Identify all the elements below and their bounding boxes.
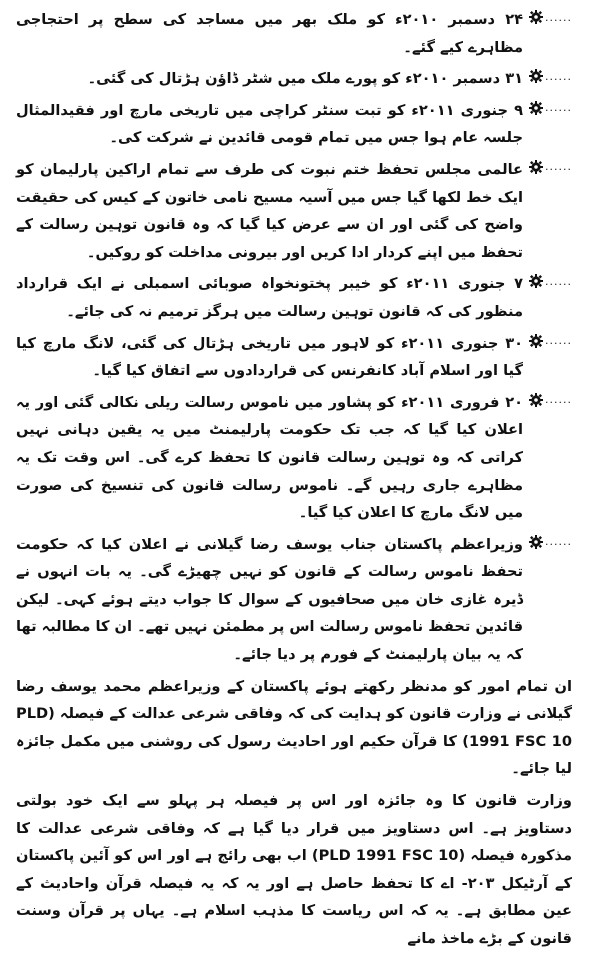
gear-icon — [529, 334, 543, 348]
gear-icon — [529, 69, 543, 83]
body-paragraph: وزارت قانون کا وہ جائزہ اور اس پر فیصلہ ہر پہلو سے ایک خود بولتی دستاویز ہے۔ اس دستاویز میں قرار دیا گیا ہے کہ وفاقی شرعی عدالت کا مذکورہ فیصلہ (PLD 1991 FSC 10) اب بھی رائج ہے اور اس کو آئین پاکستان کے آرٹیکل ۲۰۳- اے کا تحفظ حاصل ہے اور یہ کہ یہ فیصلہ قرآن واحادیث کے عین مطابق ہے۔ یہ کہ اس ریاست کا مذہب اسلام ہے۔ یہاں پر قرآن وسنت قانون کے بڑے ماخذ مانے — [16, 792, 573, 947]
bullet-dots: ...... — [545, 69, 572, 83]
gear-icon — [529, 160, 543, 174]
list-item — [16, 389, 572, 527]
gear-icon — [529, 535, 543, 549]
bullet-marker — [529, 330, 572, 348]
bullet-dots: ...... — [545, 535, 572, 549]
bullet-marker — [529, 389, 572, 407]
list-item — [16, 330, 572, 385]
list-item — [16, 65, 572, 93]
bullet-marker — [529, 531, 572, 549]
list-item-text: عالمی مجلس تحفظ ختم نبوت کی طرف سے تمام اراکین پارلیمان کو ایک خط لکھا گیا جس میں آسیہ مسیح نامی خاتون کے کیس کی حقیقت واضح کی گئی اور ان سے عرض کیا گیا کہ وہ قانون توہین رسالت کے تحفظ میں اپنے کردار ادا کریں اور بیرونی مداخلت کو روکیں۔ — [16, 160, 524, 261]
list-item — [16, 270, 572, 325]
list-item-text: ۲۰ فروری ۲۰۱۱ء کو پشاور میں ناموس رسالت ریلی نکالی گئی اور یہ اعلان کیا گیا کہ جب تک حکومت پارلیمنٹ میں یہ یقین دہانی نہیں کراتی کہ وہ توہین رسالت قانون کا تحفظ کرے گی۔ اس وقت تک یہ مظاہرے جاری رہیں گے۔ ناموس رسالت قانون کی تنسیخ کی صورت میں لانگ مارچ کا اعلان کیا گیا۔ — [16, 393, 524, 522]
bullet-marker — [529, 156, 572, 174]
bullet-dots: ...... — [545, 334, 572, 348]
bullet-dots: ...... — [545, 274, 572, 288]
bullet-dots: ...... — [545, 10, 572, 24]
list-item — [16, 97, 572, 152]
bullet-dots: ...... — [545, 101, 572, 115]
bullet-marker — [529, 65, 572, 83]
body-paragraph: ان تمام امور کو مدنظر رکھتے ہوئے پاکستان کے وزیراعظم محمد یوسف رضا گیلانی نے وزارت قانون کو ہدایت کی کہ وفاقی شرعی عدالت کے فیصلہ (PLD 1991 FSC 10) کا قرآن حکیم اور احادیث رسول کی روشنی میں مکمل جائزہ لیا جائے۔ — [16, 677, 572, 778]
gear-icon — [529, 101, 543, 115]
bullet-marker — [529, 6, 572, 24]
list-item-text: وزیراعظم پاکستان جناب یوسف رضا گیلانی نے اعلان کیا کہ حکومت تحفظ ناموس رسالت کے قانون کو نہیں چھیڑے گی۔ یہ بات انہوں نے ڈیرہ غازی خان میں صحافیوں کے سوال کا جواب دیتے ہوئے کہی۔ لیکن قائدین تحفظ ناموس رسالت اس پر مطمئن نہیں تھے۔ ان کا مطالبہ تھا کہ یہ بیان پارلیمنٹ کے فورم پر دیا جائے۔ — [16, 535, 524, 664]
gear-icon — [529, 274, 543, 288]
bullet-marker — [529, 97, 572, 115]
list-item-text: ۳۰ جنوری ۲۰۱۱ء کو لاہور میں تاریخی ہڑتال کی گئی، لانگ مارچ کیا گیا اور اسلام آباد کانفرنس کی قراردادوں سے اتفاق کیا گیا۔ — [16, 334, 524, 380]
list-item-text: ۷ جنوری ۲۰۱۱ء کو خیبر پختونخواہ صوبائی اسمبلی نے ایک قرارداد منظور کی کہ قانون توہین رسالت میں ہرگز ترمیم نہ کی جائے۔ — [16, 275, 524, 320]
list-item-text: ۳۱ دسمبر ۲۰۱۰ء کو پورے ملک میں شٹر ڈاؤن ہڑتال کی گئی۔ — [87, 70, 524, 88]
list-item — [16, 156, 572, 266]
list-item-text: ۹ جنوری ۲۰۱۱ء کو تبت سنٹر کراچی میں تاریخی مارچ اور فقیدالمثال جلسہ عام ہوا جس میں تمام قومی قائدین نے شرکت کی۔ — [16, 101, 524, 147]
bullet-dots: ...... — [545, 393, 572, 407]
list-item — [16, 531, 572, 669]
bullet-marker — [529, 270, 572, 288]
gear-icon — [529, 10, 543, 24]
list-item-text: ۲۴ دسمبر ۲۰۱۰ء کو ملک بھر میں مساجد کی سطح پر احتجاجی مظاہرے کیے گئے۔ — [16, 11, 524, 56]
list-item — [16, 6, 572, 61]
gear-icon — [529, 393, 543, 407]
bullet-dots: ...... — [545, 160, 572, 174]
